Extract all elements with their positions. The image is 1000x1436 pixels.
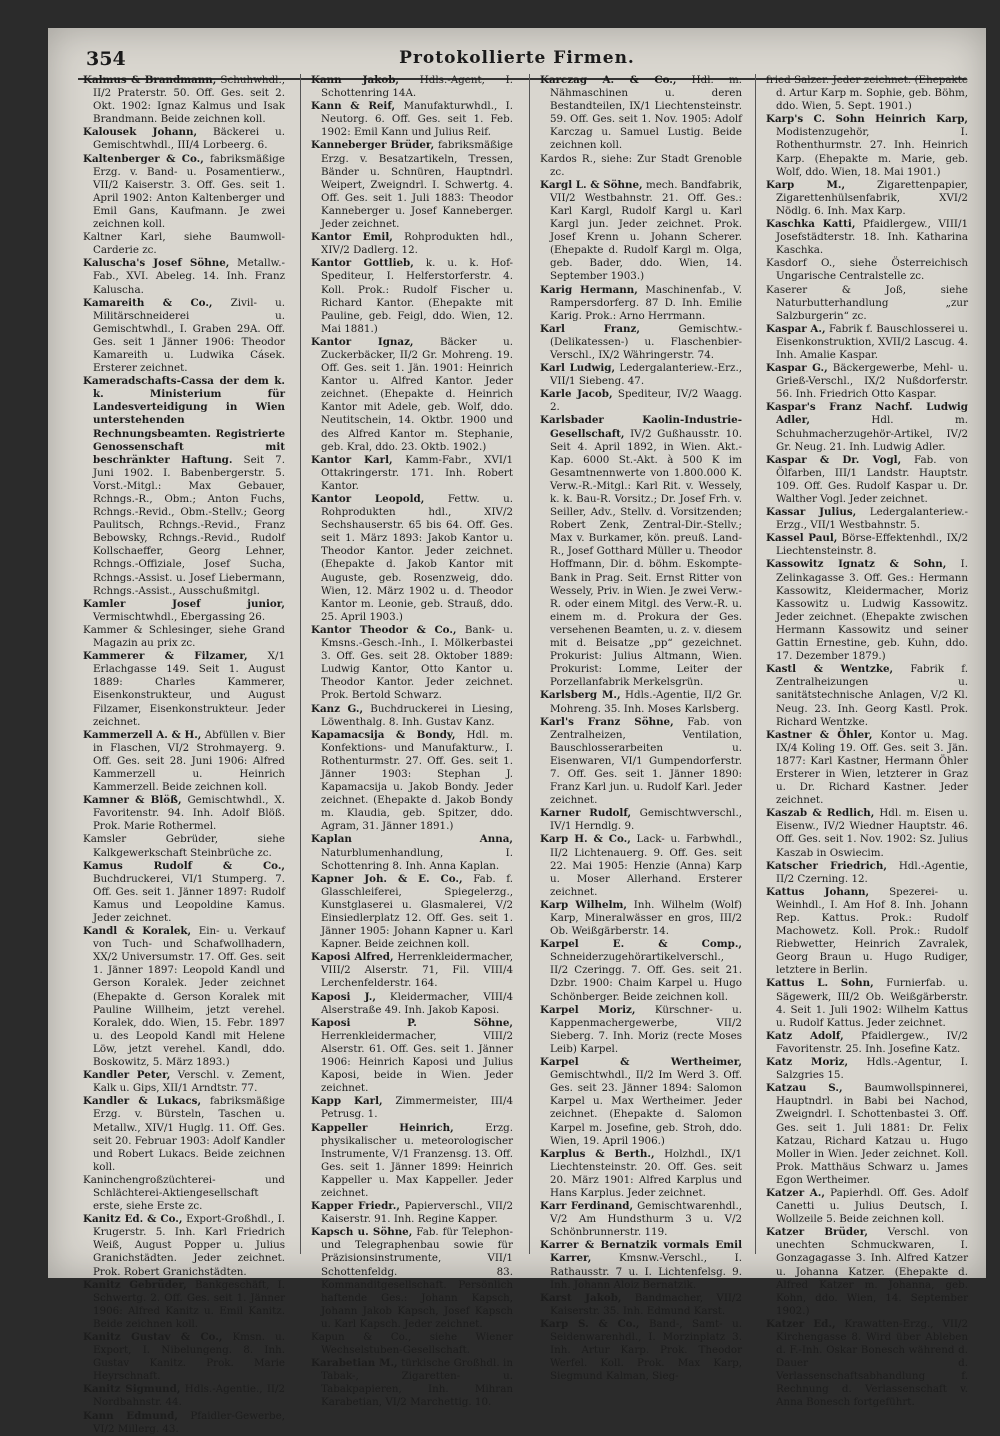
firm-name: Karlsberg M., xyxy=(540,689,621,702)
directory-entry xyxy=(311,624,513,703)
entry-text: Gemischtwhdl., X. Favoritenstr. 94. Inh. Adolf Blöß. Prok. Marie Rothermel. xyxy=(93,794,285,833)
firm-name: Kalmus & Brandmann, xyxy=(83,74,217,86)
entry-text: Fab. von Ölfarben, III/1 Landstr. Hauptstr. 109. Off. Ges. Rudolf Kaspar u. Dr. Walther Vogl. Jeder zeichnet. xyxy=(776,453,968,505)
entry-text: Kamsler Gebrüder, siehe Kalkgewerkschaft Steinbrüche zc. xyxy=(83,833,285,859)
directory-entry xyxy=(83,1279,285,1331)
directory-entry xyxy=(83,624,285,650)
entry-text: Pfaidler-Gewerbe, VI/2 Millerg. 43. xyxy=(93,1409,285,1435)
directory-entry xyxy=(766,323,968,362)
firm-name: Karner Rudolf, xyxy=(540,807,632,820)
entry-text: IV/2 Gußhausstr. 10. Seit 4. April 1892, in Wien. Akt.-Kap. 6000 St.-Akt. à 500 K im Gesamtnennwerte von 1.800.000 K. Verw.-R.-Mitgl.: Karl Rit. v. Wessely, k. k. Bau-R. Vorsitz.; Dr. Josef Frh. v. Seiller, Adv., Stellv. d. Vorsitzenden; Robert Zenk, Zentral-Dir.-Stellv.; Max v. Burkamer, kön. preuß. Land-R., Josef Gotthard Müller u. Theodor Hoffmann, Dir. d. böhm. Eskompte-Bank in Prag. Seit. Ernst Ritter von Wessely, Priv. in Wien. Je zwei Verw.-R. oder einem Mitgl. des Verw.-R. u. einem m. d. Prokura der Ges. versehenen Beamten, u. z. v. diesem mit d. Beisatze „pp“ gezeichnet. Prokurist: Julius Altmann, Wien. Prokurist: Lomme, Leiter der Porzellanfabrik Merkelsgrün. xyxy=(550,427,742,689)
directory-entry xyxy=(83,375,285,598)
directory-entry xyxy=(766,1187,968,1226)
entry-text: Ein- u. Verkauf von Tuch- und Schafwollhadern, XX/2 Universumstr. 17. Off. Ges. seit 1. Jänner 1897: Leopold Kandl und Gerson Koralek. Jeder zeichnet (Ehepakte d. Gerson Koralek mit Pauline Willheim, jetzt verehel. Koralek, ddo. Wien, 15. Febr. 1897 u. des Leopold Kandl mit Helene Löw, jetzt verehel. Kandl, ddo. Boskowitz, 5. März 1893.) xyxy=(93,925,285,1069)
entry-text: Gemischtwarenhdl., V/2 Am Hundsthurm 3 u. V/2 Schönbrunnerstr. 119. xyxy=(550,1200,742,1239)
entry-text: Papierhdl. Off. Ges. Adolf Canetti u. Julius Deutsch, I. Wollzeile 5. Beide zeichnen koll. xyxy=(776,1186,968,1226)
directory-entry xyxy=(311,139,513,231)
directory-entry xyxy=(311,833,513,872)
directory-entry xyxy=(540,1056,742,1148)
entry-text: Gemischtwverschl., IV/1 Herndlg. 9. xyxy=(550,807,742,833)
entry-text: Kaninchengroßzüchterei- und Schlächterei-Aktiengesellschaft erste, siehe Erste zc. xyxy=(83,1173,285,1213)
entry-text: Fab. von Zentralheizen, Ventilation, Bauschlosserarbeiten u. Eisenwaren, VI/1 Gumpendorferstr. 7. Off. Ges. seit 1. Jänner 1890: Franz Karl jun. u. Rudolf Karl. Jeder zeichnet. xyxy=(550,715,742,807)
entry-text: Modistenzugehör, I. Rothenthurmstr. 27. Inh. Heinrich Karp. (Ehepakte m. Marie, geb. Wolf, ddo. Wien, 18. Mai 1901.) xyxy=(776,126,968,178)
column-4 xyxy=(766,74,969,1409)
firm-name: Kaschka Katti, xyxy=(766,218,856,231)
entry-text: Kmsnw.-Verschl., I. Rathausstr. 7 u. I. Lichtenfelsg. 9. Inh. Johann Aloiz Bernatzik. xyxy=(550,1252,742,1291)
entry-text: Kleidermacher, VIII/4 Alserstraße 49. Inh. Jakob Kaposi. xyxy=(321,990,513,1016)
entry-text: Band-, Samt- u. Seidenwarenhdl., I. Morzinplatz 3. Inh. Artur Karp. Prok. Theodor Werfel. Koll. Prok. Max Karp, Siegmund Kalman, Sieg- xyxy=(550,1317,742,1383)
directory-entry xyxy=(540,833,742,898)
directory-entry xyxy=(83,297,285,376)
entry-text: Zimmermeister, III/4 Petrusg. 1. xyxy=(321,1095,514,1121)
firm-name: Kassel Paul, xyxy=(766,532,838,545)
firm-name: Kassar Julius, xyxy=(766,506,857,519)
firm-name: Kapp Karl, xyxy=(311,1095,383,1108)
entry-text: fabriksmäßige Erzg. v. Bürsteln, Taschen u. Metallw., XIV/1 Huglg. 11. Off. Ges. seit 20. Februar 1903: Adolf Kandler und Robert Lukacs. Beide zeichnen koll. xyxy=(93,1095,285,1173)
firm-name: Kamus Rudolf & Co., xyxy=(83,859,285,872)
directory-entry xyxy=(83,1174,285,1213)
entry-text: Verschl. von unechten Schmuckwaren, I. Gonzagagasse 3. Inh. Alfred Katzer u. Johanna Katzer. (Ehepakte d. Alfred Katzer m. Johanna, geb. Kohn, ddo. Wien, 14. September 1902.) xyxy=(776,1226,968,1317)
entry-text: Baumwollspinnerei, Hauptndrl. in Babi bei Nachod, Zweigndrl. I. Schottenbastei 3. Off. Ges. seit 1. Juli 1881: Dr. Felix Katzau, Richard Katzau u. Hugo Moller in Wien. Jeder zeichnet. Koll. Prok. Matthäus Schwarz u. James Egon Wertheimer. xyxy=(776,1082,968,1186)
directory-entry xyxy=(766,807,968,859)
firm-name: Kann & Reif, xyxy=(311,100,396,113)
entry-text: Kürschner- u. Kappenmachergewerbe, VII/2 Sieberg. 7. Inh. Moriz (recte Moses Leib) Karpel. xyxy=(550,1003,742,1055)
directory-entry xyxy=(540,284,742,323)
directory-entry xyxy=(540,938,742,1003)
entry-text: Kapun & Co., siehe Wiener Wechselstuben-Gesellschaft. xyxy=(311,1331,513,1357)
directory-entry xyxy=(540,362,742,388)
entry-text: Kaserer & Joß, siehe Naturbutterhandlung „zur Salzburgerin“ zc. xyxy=(766,283,968,322)
firm-name: Kanitz Ed. & Co., xyxy=(83,1213,183,1226)
firm-name: Katscher Friedrich, xyxy=(766,859,887,872)
firm-name: Karplus & Berth., xyxy=(540,1147,655,1160)
directory-entry xyxy=(83,1095,285,1174)
firm-name: Kaspar & Dr. Vogl, xyxy=(766,453,902,466)
entry-text: Manufakturwhdl., I. Neutorg. 6. Off. Ges. seit 1. Feb. 1902: Emil Kann und Julius Reif. xyxy=(321,100,513,139)
entry-text: Fabrik f. Zentralheizungen u. sanitätstechnische Anlagen, V/2 Kl. Neug. 23. Inh. Georg Kastl. Prok. Richard Wentzke. xyxy=(776,663,968,728)
entry-text: Kontor u. Mag. IX/4 Koling 19. Off. Ges. seit 3. Jän. 1877: Karl Kastner, Hermann Öhler Ersterer in Wien, letzterer in Graz u. Dr. Richard Kastner. Jeder zeichnet. xyxy=(776,728,968,807)
directory-entry xyxy=(540,899,742,938)
firm-name: Kantor Leopold, xyxy=(311,493,425,505)
directory-entry xyxy=(311,231,513,257)
entry-text: Hdl.-Agentie, II/2 Czerning. 12. xyxy=(776,859,968,885)
entry-text: Papierverschl., VII/2 Kaiserstr. 91. Inh. Regine Kapper. xyxy=(321,1200,514,1226)
entry-text: fried Salzer. Jeder zeichnet. (Ehepakte d. Artur Karp m. Sophie, geb. Böhm, ddo. Wien, 5. Sept. 1901.) xyxy=(766,74,968,113)
firm-name: Kattus Johann, xyxy=(766,885,870,898)
entry-text: Bäckerei u. Gemischtwhdl., III/4 Lorbeerg. 6. xyxy=(93,126,285,152)
directory-entry xyxy=(766,1226,968,1318)
entry-text: Hdls.-Agentur, I. Salzgries 15. xyxy=(776,1056,968,1082)
entry-text: türkische Großhdl. in Tabak-, Zigaretten- u. Tabakpapieren, Inh. Mihran Karabetian, VI/2 Marchettig. 10. xyxy=(321,1357,513,1409)
entry-text: Kammer & Schlesinger, siehe Grand Magazin au prix zc. xyxy=(83,623,285,650)
entry-text: Bäckergewerbe, Mehl- u. Grieß-Verschl., IX/2 Nußdorferstr. 56. Inh. Friedrich Otto Kaspar. xyxy=(776,362,968,401)
directory-entry xyxy=(766,218,968,257)
column-divider xyxy=(529,74,530,1254)
firm-name: Kaposi Alfred, xyxy=(311,951,394,964)
firm-name: Kastner & Öhler, xyxy=(766,728,873,741)
directory-entry xyxy=(766,362,968,401)
directory-entry xyxy=(83,1213,285,1278)
firm-name: Kann Jakob, xyxy=(311,74,400,86)
firm-name: Karle Jacob, xyxy=(540,388,613,401)
directory-entry xyxy=(766,1030,968,1056)
page-number: 354 xyxy=(86,48,126,70)
entry-text: Bank- u. Kmsns.-Gesch.-Inh., I. Mölkerbastei 3. Off. Ges. seit 28. Oktober 1889: Ludwig Kantor, Otto Kantor u. Theodor Kantor. Jeder zeichnet. Prok. Bertold Schwarz. xyxy=(321,623,513,702)
firm-name: Karl Ludwig, xyxy=(540,362,616,375)
firm-name: Kantor Ignaz, xyxy=(311,335,414,348)
firm-name: Karczag A. & Co., xyxy=(540,74,677,86)
entry-text: Abfüllen v. Bier in Flaschen, VI/2 Strohmayerg. 9. Off. Ges. seit 28. Juni 1906: Alfred Kammerzell u. Heinrich Kammerzell. Beide zeichnen koll. xyxy=(93,728,285,794)
directory-entry xyxy=(311,1122,513,1201)
directory-entry xyxy=(540,1318,742,1383)
entry-text: Bandmacher, VII/2 Kaiserstr. 35. Inh. Edmund Karst. xyxy=(550,1291,742,1317)
firm-name: Kaspar's Franz Nachf. Ludwig Adler, xyxy=(766,401,968,427)
firm-name: Kargl L. & Söhne, xyxy=(540,178,643,191)
entry-text: Lack- u. Farbwhdl., II/2 Lichtenauerg. 9. Off. Ges. seit 22. Mai 1905: Henzie (Anna) Karp u. Moser Allerhand. Ersterer zeichnet. xyxy=(550,833,742,898)
entry-text: Metallw.-Fab., XVI. Abeleg. 14. Inh. Franz Kaluscha. xyxy=(93,257,285,296)
entry-text: Kmsn. u. Export, I. Nibelungeng. 8. Inh. Gustav Kanitz. Prok. Marie Heyrschnaft. xyxy=(93,1331,285,1383)
directory-entry xyxy=(540,388,742,414)
directory-entry xyxy=(540,323,742,362)
entry-text: Furnierfab. u. Sägewerk, III/2 Ob. Weißgärberstr. 4. Seit 1. Juli 1902: Wilhelm Kattus u. Rudolf Kattus. Jeder zeichnet. xyxy=(776,977,968,1029)
entry-text: Pfaidlergew., VIII/1 Josefstädterstr. 18. Inh. Katharina Kaschka. xyxy=(776,218,969,257)
directory-entry xyxy=(311,873,513,952)
entry-text: Inh. Wilhelm (Wolf) Karp, Mineralwässer en gros, III/2 Ob. Weißgärberstr. 14. xyxy=(550,898,742,938)
directory-entry xyxy=(766,977,968,1029)
entry-text: Krawatten-Erzg., VII/2 Kirchengasse 8. Wird über Ableben d. F.-Inh. Oskar Bonesch während d. Dauer d. Verlassenschaftsabhandlung f. Rechnung d. Verlassenschaft v. Anna Bonesch fortgeführt. xyxy=(776,1317,968,1409)
entry-text: Kasdorf O., siehe Österreichisch Ungarische Centralstelle zc. xyxy=(766,257,968,283)
firm-name: Kanneberger Brüder, xyxy=(311,139,435,152)
firm-name: Karr Ferdinand, xyxy=(540,1200,634,1213)
directory-entry xyxy=(83,833,285,859)
firm-name: Katz Adolf, xyxy=(766,1029,844,1042)
entry-text: Gemischtwhdl., II/2 Im Werd 3. Off. Ges. seit 23. Jänner 1894: Salomon Karpel u. Max Wertheimer. Jeder zeichnet. (Ehepakte d. Salomon Karpel m. Josefine, geb. Stroh, ddo. Wien, 19. April 1906.) xyxy=(550,1069,742,1147)
entry-text: Seit 7. Juni 1902. I. Babenbergerstr. 5. Vorst.-Mitgl.: Max Gebauer, Rchngs.-R., Obm.; Anton Fuchs, Rchngs.-Revid., Obm.-Stellv.; Georg Paulitsch, Rchngs.-Revid., Franz Bebowsky, Rchngs.-Revid., Rudolf Kollschaeffer, Georg Lehner, Rchngs.-Offiziale, Josef Sucha, Rchngs.-Assist. u. Josef Liebermann, Rchngs.-Assist., Ausschußmitgl. xyxy=(93,453,285,597)
firm-name: Karp's C. Sohn Heinrich Karp, xyxy=(766,113,968,126)
directory-entry xyxy=(540,1200,742,1239)
directory-entry xyxy=(766,1082,968,1187)
firm-name: Karst Jakob, xyxy=(540,1291,622,1304)
directory-entry xyxy=(83,860,285,925)
directory-entry xyxy=(311,336,513,454)
firm-name: Kanz G., xyxy=(311,702,364,715)
directory-entry xyxy=(540,179,742,284)
column-1 xyxy=(83,74,286,1435)
directory-entry xyxy=(83,231,285,257)
directory-entry xyxy=(311,257,513,336)
firm-name: Kapner Joh. & E. Co., xyxy=(311,872,463,885)
directory-entry xyxy=(83,1069,285,1095)
entry-text: Rohprodukten hdl., XIV/2 Dadlerg. 12. xyxy=(321,231,513,257)
directory-entry xyxy=(83,729,285,794)
firm-name: Kaspar G., xyxy=(766,362,828,375)
firm-name: Kanitz Gustav & Co., xyxy=(83,1331,223,1343)
firm-name: Karl's Franz Söhne, xyxy=(540,715,674,728)
entry-text: Export-Großhdl., I. Krugerstr. 5. Inh. Karl Friedrich Weiß, August Popper u. Julius Granichstädten. Jeder zeichnet. Prok. Robert Granichstädten. xyxy=(93,1213,285,1278)
directory-entry xyxy=(83,74,285,126)
directory-entry xyxy=(766,401,968,453)
firm-name: Kanitz Gebrüder, xyxy=(83,1278,187,1291)
directory-entry xyxy=(311,1095,513,1121)
firm-name: Karp S. & Co., xyxy=(540,1317,640,1330)
firm-name: Kann Edmund, xyxy=(83,1409,178,1422)
firm-name: Kantor Gottlieb, xyxy=(311,257,414,270)
entry-text: Hdl. m. Nähmaschinen u. deren Bestandteilen, IX/1 Liechtensteinstr. 59. Off. Ges. seit 1. Nov. 1905: Adolf Karczag u. Samuel Lustig. Beide zeichnen koll. xyxy=(550,74,742,152)
entry-text: Ledergalanteriew.-Erzg., VII/1 Westbahnstr. 5. xyxy=(776,506,968,532)
entry-text: Börse-Effektenhdl., IX/2 Liechtensteinstr. 8. xyxy=(776,532,968,558)
directory-entry xyxy=(540,74,742,153)
directory-entry xyxy=(311,454,513,493)
firm-name: Kandler & Lukacs, xyxy=(83,1095,202,1108)
firm-name: Kammerzell A. & H., xyxy=(83,728,202,741)
directory-entry xyxy=(766,179,968,218)
directory-entry xyxy=(83,1331,285,1383)
directory-entry xyxy=(540,414,742,689)
firm-name: Karp H. & Co., xyxy=(540,833,631,846)
directory-entry xyxy=(766,663,968,728)
entry-text: Hdls.-Agentie, II/2 Gr. Mohreng. 35. Inh. Moses Karlsberg. xyxy=(550,689,742,715)
firm-name: Katzer Brüder, xyxy=(766,1226,868,1239)
firm-name: Katzer Ed., xyxy=(766,1317,836,1330)
entry-text: Schneiderzugehörartikelverschl., II/2 Czeringg. 7. Off. Ges. seit 21. Dzbr. 1900: Chaim Karpel u. Hugo Schönberger. Beide zeichnen koll. xyxy=(550,951,742,1003)
firm-name: Kaltenberger & Co., xyxy=(83,152,204,165)
column-2 xyxy=(311,74,514,1409)
directory-entry xyxy=(83,153,285,232)
page-header xyxy=(48,38,986,74)
directory-page xyxy=(48,28,986,1435)
firm-name: Kalousek Johann, xyxy=(83,126,198,139)
directory-entry xyxy=(766,257,968,283)
directory-entry xyxy=(311,991,513,1017)
directory-entry xyxy=(83,794,285,833)
entry-text: Maschinenfab., V. Rampersdorferg. 87 D. Inh. Emilie Karig. Prok.: Arno Herrmann. xyxy=(550,283,742,322)
directory-entry xyxy=(540,153,742,179)
firm-name: Karabetian M., xyxy=(311,1357,398,1370)
directory-entry xyxy=(540,716,742,808)
entry-text: I. Zelinkagasse 3. Off. Ges.: Hermann Kassowitz, Kleidermacher, Moriz Kassowitz u. Ludwig Kassowitz. Jeder zeichnet. (Ehepakte zwischen Hermann Kassowitz und seiner Gattin Ernestine, geb. Kuhn, ddo. 17. Dezember 1879.) xyxy=(776,558,968,663)
entry-text: Fabrik f. Bauschlosserei u. Eisenkonstruktion, XVII/2 Lascug. 4. Inh. Amalie Kaspar. xyxy=(776,322,968,361)
entry-text: Kamm-Fabr., XVI/1 Ottakringerstr. 171. Inh. Robert Kantor. xyxy=(321,453,513,492)
entry-text: Herrenkleidermacher, VIII/2 Alserstr. 71, Fil. VIII/4 Lerchenfelderstr. 164. xyxy=(321,951,513,990)
firm-name: Kapper Friedr., xyxy=(311,1200,400,1213)
directory-entry xyxy=(766,113,968,178)
directory-entry xyxy=(83,257,285,296)
firm-name: Karpel E. & Comp., xyxy=(540,938,742,951)
firm-name: Karpel Moriz, xyxy=(540,1003,636,1016)
entry-text: Zivil- u. Militärschneiderei u. Gemischtwhdl., I. Graben 29A. Off. Ges. seit 1 Jänner 1906: Theodor Kamareith u. Ludwika Cásek. Ersterer zeichnet. xyxy=(93,296,286,375)
directory-entry xyxy=(311,1200,513,1226)
directory-entry xyxy=(311,1017,513,1096)
firm-name: Katz Moriz, xyxy=(766,1056,849,1069)
firm-name: Kandler Peter, xyxy=(83,1069,171,1082)
firm-name: Kaplan Anna, xyxy=(311,833,513,846)
firm-name: Kantor Emil, xyxy=(311,231,393,244)
entry-text: Bankgeschäft, I. Schwertg. 2. Off. Ges. seit 1. Jänner 1906: Alfred Kanitz u. Emil Kanitz. Beide zeichnen koll. xyxy=(93,1278,285,1330)
entry-text: Spediteur, IV/2 Waagg. 2. xyxy=(550,388,743,414)
firm-name: Kaluscha's Josef Söhne, xyxy=(83,257,230,270)
firm-name: Karp M., xyxy=(766,178,846,191)
directory-entry xyxy=(766,860,968,886)
firm-name: Kaposi J., xyxy=(311,990,376,1003)
firm-name: Karlsbader Kaolin-Industrie-Gesellschaft, xyxy=(540,414,742,440)
directory-entry xyxy=(311,1331,513,1357)
directory-entry xyxy=(540,1239,742,1291)
column-divider xyxy=(755,74,756,1254)
firm-name: Katzau S., xyxy=(766,1082,843,1095)
firm-name: Kapsch u. Söhne, xyxy=(311,1226,413,1239)
directory-entry xyxy=(311,1357,513,1409)
directory-entry xyxy=(766,506,968,532)
entry-text: Verschl. v. Zement, Kalk u. Gips, XII/1 Arndtstr. 77. xyxy=(93,1069,285,1095)
entry-text: Ledergalanteriew.-Erz., VII/1 Siebeng. 47. xyxy=(550,362,742,388)
page-title: Protokollierte Firmen. xyxy=(399,48,635,68)
entry-text: Hdls.-Agentie., II/2 Nordbahnstr. 44. xyxy=(93,1383,285,1409)
directory-entry xyxy=(83,650,285,729)
entry-text: Kaltner Karl, siehe Baumwoll-Carderie zc. xyxy=(83,231,285,257)
firm-name: Karp Wilhelm, xyxy=(540,898,627,911)
entry-text: Gemischtw.- (Delikatessen-) u. Flaschenbier-Verschl., IX/2 Währingerstr. 74. xyxy=(550,322,742,361)
directory-entry xyxy=(83,598,285,624)
firm-name: Kanitz Sigmund, xyxy=(83,1383,181,1396)
entry-text: Vermischtwhdl., Ebergassing 26. xyxy=(93,610,266,623)
firm-name: Kamareith & Co., xyxy=(83,296,213,309)
firm-name: Kammerer & Filzamer, xyxy=(83,650,248,663)
directory-entry xyxy=(540,1292,742,1318)
firm-name: Kamler Josef junior, xyxy=(83,597,285,610)
directory-entry xyxy=(83,925,285,1069)
directory-entry xyxy=(311,703,513,729)
column-3 xyxy=(540,74,743,1383)
directory-entry xyxy=(311,1226,513,1331)
entry-text: Pfaidlergew., IV/2 Favoritenstr. 25. Inh. Josefine Katz. xyxy=(776,1029,968,1055)
firm-name: Kandl & Koralek, xyxy=(83,925,192,938)
entry-text: Hdl. m. Eisen u. Eisenw., IV/2 Wiedner Hauptstr. 46. Off. Ges. seit 1. Nov. 1902: Sz. Julius Kaszab in Oswiecim. xyxy=(776,807,969,859)
entry-text: fabriksmäßige Erzg. v. Besatzartikeln, Tressen, Bänder u. Schnüren, Hauptndrl. Weipert, Zweigndrl. I. Schwertg. 4. Off. Ges. seit 1. Juli 1883: Theodor Kanneberger u. Josef Kanneberger. Jeder zeichnet. xyxy=(321,139,513,231)
directory-entry xyxy=(766,558,968,663)
entry-text: Fettw. u. Rohprodukten hdl., XIV/2 Sechshauserstr. 65 bis 64. Off. Ges. seit 1. März 1893: Jakob Kantor u. Theodor Kantor. Jeder zeichnet. (Ehepakte d. Jakob Kantor mit Auguste, geb. Rosenzweig, ddo. Wien, 12. März 1902 u. d. Theodor Kantor m. Leonie, geb. Strauß, ddo. 25. April 1903.) xyxy=(321,493,514,623)
entry-text: Buchdruckerei, VI/1 Stumperg. 7. Off. Ges. seit 1. Jänner 1897: Rudolf Kamus und Leopoldine Kamus. Jeder zeichnet. xyxy=(93,872,285,924)
firm-name: Kattus L. Sohn, xyxy=(766,977,874,990)
firm-name: Karrer & Bernatzik vormals Emil Karrer, xyxy=(540,1239,742,1265)
firm-name: Kapamacsija & Bondy, xyxy=(311,728,456,741)
entry-text: Schuhwhdl., II/2 Praterstr. 50. Off. Ges. seit 2. Okt. 1902: Ignaz Kalmus und Isak Brandmann. Beide zeichnen koll. xyxy=(93,74,285,126)
directory-entry xyxy=(766,729,968,808)
entry-text: fabriksmäßige Erzg. v. Band- u. Posamentierw., VII/2 Kaiserstr. 3. Off. Ges. seit 1. April 1902: Anton Kaltenberger und Emil Gans, Kaufmann. Je zwei zeichnen koll. xyxy=(93,152,285,231)
entry-text: Spezerei- u. Weinhdl., I. Am Hof 8. Inh. Johann Rep. Kattus. Prok.: Rudolf Machowetz. Koll. Prok.: Rudolf Riebwetter, Heinrich Zavralek, Georg Braun u. Hugo Rudiger, letztere in Berlin. xyxy=(776,885,968,977)
directory-entry xyxy=(766,284,968,323)
directory-entry xyxy=(766,74,968,113)
firm-name: Karpel & Wertheimer, xyxy=(540,1056,742,1069)
firm-name: Katzer A., xyxy=(766,1186,825,1199)
firm-name: Karig Hermann, xyxy=(540,283,638,296)
entry-text: Kardos R., siehe: Zur Stadt Grenoble zc. xyxy=(540,152,742,178)
firm-name: Kantor Theodor & Co., xyxy=(311,623,457,636)
firm-name: Karl Franz, xyxy=(540,322,640,335)
firm-name: Kaszab & Redlich, xyxy=(766,807,875,820)
entry-text: Hdls.-Agent, I. Schottenring 14A. xyxy=(321,74,513,100)
directory-entry xyxy=(540,1004,742,1056)
entry-text: Holzhdl., IX/1 Liechtensteinstr. 20. Off. Ges. seit 20. März 1901: Alfred Karplus und Hans Karplus. Jeder zeichnet. xyxy=(550,1147,742,1199)
entry-text: X/1 Erlachgasse 149. Seit 1. August 1889: Charles Kammerer, Eisenkonstrukteur, und August Filzamer, Eisenkonstrukteur. Jeder zeichnet. xyxy=(93,650,285,728)
directory-entry xyxy=(83,1410,285,1436)
directory-entry xyxy=(83,126,285,152)
entry-text: k. u. k. Hof-Spediteur, I. Helferstorferstr. 4. Koll. Prok.: Rudolf Fischer u. Richard Kantor. (Ehepakte mit Pauline, geb. Feigl, ddo. Wien, 12. Mai 1881.) xyxy=(321,257,513,335)
directory-entry xyxy=(311,951,513,990)
directory-entry xyxy=(766,886,968,978)
directory-entry xyxy=(540,689,742,715)
entry-text: Hdl. m. Schuhmacherzugehör-Artikel, IV/2 Gr. Neug. 21. Inh. Ludwig Adler. xyxy=(776,414,968,453)
directory-entry xyxy=(766,1056,968,1082)
entry-text: Zigarettenpapier, Zigarettenhülsenfabrik, XVI/2 Nödlg. 6. Inh. Max Karp. xyxy=(776,178,968,217)
firm-name: Kamner & Blöß, xyxy=(83,794,182,807)
firm-name: Kaspar A., xyxy=(766,322,826,335)
firm-name: Kastl & Wentzke, xyxy=(766,663,894,676)
directory-entry xyxy=(311,729,513,834)
firm-name: Kameradschafts-Cassa der dem k. k. Ministerium für Landesverteidigung in Wien unterstehenden Rechnungsbeamten. Registrierte Genossenschaft mit beschränkter Haftung. xyxy=(83,375,285,466)
entry-text: Fab. für Telephon- und Telegraphenbau sowie für Präzisionsinstrumente, VII/1 Schottenfeldg. 83. Kommanditgesellschaft. Persönlich haftende Ges.: Johann Kapsch, Johann Jakob Kapsch, Josef Kapsch u. Karl Kapsch. Jeder zeichnet. xyxy=(321,1226,513,1330)
entry-text: Herrenkleidermacher, VIII/2 Alserstr. 61. Off. Ges. seit 1. Jänner 1906: Heinrich Kaposi und Julius Kaposi, beide in Wien. Jeder zeichnet. xyxy=(321,1029,513,1095)
firm-name: Kappeller Heinrich, xyxy=(311,1121,454,1134)
directory-entry xyxy=(540,807,742,833)
entry-text: mech. Bandfabrik, VII/2 Westbahnstr. 21. Off. Ges.: Karl Kargl, Rudolf Kargl u. Karl Kargl jun. Jeder zeichnet. Prok. Josef Krenn u. Johann Scherer. (Ehepakte d. Rudolf Kargl m. Olga, geb. Bader, ddo. Wien, 14. September 1903.) xyxy=(550,178,742,283)
directory-entry xyxy=(311,493,513,624)
entry-text: Naturblumenhandlung, I. Schottenring 8. Inh. Anna Kaplan. xyxy=(321,846,513,872)
entry-text: Bäcker u. Zuckerbäcker, II/2 Gr. Mohreng. 19. Off. Ges. seit 1. Jän. 1901: Heinrich Kantor u. Alfred Kantor. Jeder zeichnet. (Ehepakte d. Heinrich Kantor mit Adele, geb. Wolf, ddo. Neutitschein, 14. Oktbr. 1900 und des Alfred Kantor m. Stephanie, geb. Kral, ddo. 23. Oktb. 1902.) xyxy=(321,335,513,453)
directory-entry xyxy=(766,1318,968,1410)
directory-entry xyxy=(766,532,968,558)
firm-name: Kassowitz Ignatz & Sohn, xyxy=(766,558,947,571)
firm-name: Kantor Karl, xyxy=(311,453,393,466)
directory-entry xyxy=(766,454,968,506)
directory-entry xyxy=(83,1383,285,1409)
entry-text: Erzg. physikalischer u. meteorologischer Instrumente, V/1 Franzensg. 13. Off. Ges. seit 1. Jänner 1899: Heinrich Kappeller u. Max Kappeller. Jeder zeichnet. xyxy=(321,1121,513,1199)
column-divider xyxy=(300,74,301,1254)
directory-entry xyxy=(540,1148,742,1200)
directory-entry xyxy=(311,100,513,139)
entry-text: Fab. f. Glasschleiferei, Spiegelerzg., Kunstglaserei u. Glasmalerei, V/2 Einsiedlerplatz 12. Off. Ges. seit 1. Jänner 1905: Johann Kapner u. Karl Kapner. Beide zeichnen koll. xyxy=(321,872,513,951)
firm-name: Kaposi P. Söhne, xyxy=(311,1016,513,1029)
directory-entry xyxy=(311,74,513,100)
entry-text: Buchdruckerei in Liesing, Löwenthalg. 8. Inh. Gustav Kanz. xyxy=(321,702,513,728)
entry-text: Hdl. m. Konfektions- und Manufakturw., I. Rothenturmstr. 27. Off. Ges. seit 1. Jänner 1903: Stephan J. Kapamacsija u. Jakob Bondy. Jeder zeichnet. (Ehepakte d. Jakob Bondy m. Klaudia, geb. Spitzer, ddo. Agram, 31. Jänner 1891.) xyxy=(321,728,513,833)
